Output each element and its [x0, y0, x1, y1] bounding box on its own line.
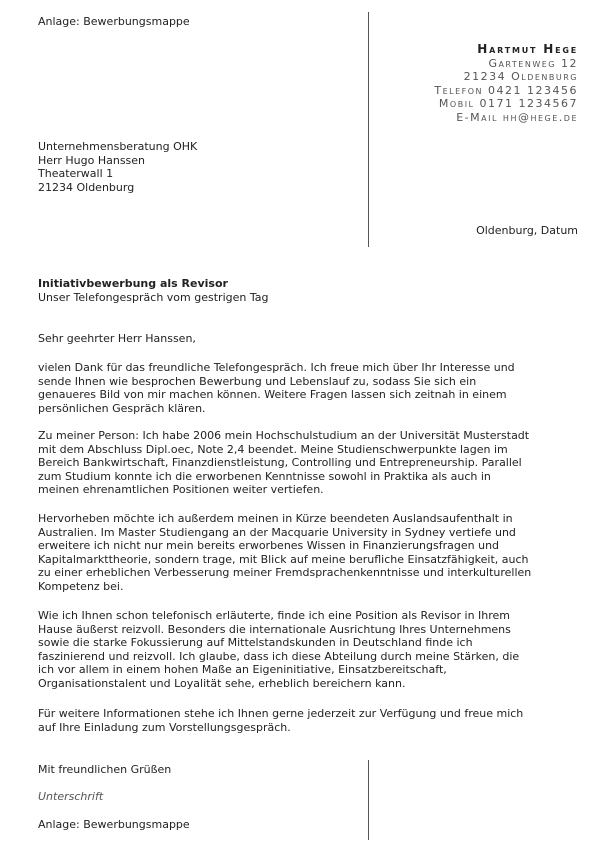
- subject-reference: Unser Telefongespräch vom gestrigen Tag: [38, 290, 269, 304]
- paragraph-line: persönlichen Gespräch klären.: [38, 401, 206, 415]
- paragraph-line: meinen ehrenamtlichen Positionen weiter vertiefen.: [38, 483, 324, 496]
- paragraph-line: Zu meiner Person: Ich habe 2006 mein Hochschulstudium an der Universität Musterstadt: [38, 429, 530, 442]
- paragraph-line: mit dem Abschluss Dipl.oec, Note 2,4 beendet. Meine Studienschwerpunkte lagen im: [38, 442, 508, 456]
- paragraph-line: sende Ihnen wie besprochen Bewerbung und Lebenslauf zu, sodass Sie sich ein: [38, 374, 477, 388]
- sender-phone: Telefon 0421 123456: [434, 83, 578, 97]
- closing: Mit freundlichen Grüßen: [38, 763, 172, 776]
- paragraph-line: Hause äußerst reizvoll. Besonders die internationale Ausrichtung Ihres Unternehmens: [38, 622, 511, 636]
- subject-title: Initiativbewerbung als Revisor: [38, 277, 228, 290]
- recipient-person: Herr Hugo Hanssen: [38, 153, 146, 167]
- paragraph-line: zu einer erheblichen Verbesserung meiner Fremdsprachenkenntnisse und interkulturellen: [38, 566, 532, 579]
- body-paragraph-3: [38, 512, 568, 593]
- paragraph-line: Kompetenz bei.: [38, 579, 124, 593]
- bottom-divider-line: [368, 760, 369, 840]
- paragraph-line: auf Ihre Einladung zum Vorstellungsgespräch.: [38, 720, 291, 734]
- paragraph-line: Bereich Bankwirtschaft, Finanzdienstleistung, Controlling und Entrepreneurship. Parallel: [38, 456, 522, 469]
- date-line: Oldenburg, Datum: [476, 224, 578, 237]
- subject-block: [38, 277, 268, 304]
- paragraph-line: Wie ich Ihnen schon telefonisch erläuterte, finde ich eine Position als Revisor in Ihrem: [38, 609, 511, 622]
- body-paragraph-4: [38, 609, 568, 690]
- paragraph-line: faszinierend und reizvoll. Ich glaube, dass ich diese Abteilung durch meine Stärken, die: [38, 649, 520, 663]
- paragraph-line: genaueres Bild von mir machen können. Weitere Fragen lassen sich zeitnah in einem: [38, 388, 507, 401]
- footer-attachment: Anlage: Bewerbungsmappe: [38, 818, 190, 831]
- body-paragraph-5: [38, 707, 568, 734]
- sender-mobile: Mobil 0171 1234567: [438, 97, 578, 111]
- paragraph-line: Organisationstalent und Loyalität sehe, erheblich bereichern kann.: [38, 676, 406, 690]
- sender-name: Hartmut Hege: [477, 42, 578, 56]
- sender-email: E-Mail hh@hege.de: [456, 110, 578, 124]
- paragraph-line: ich vor allem in einem hohen Maße an Eigeninitiative, Einsatzbereitschaft,: [38, 663, 447, 676]
- recipient-company: Unternehmensberatung OHK: [38, 140, 198, 153]
- paragraph-line: Hervorheben möchte ich außerdem meinen in Kürze beendeten Auslandsaufenthalt in: [38, 512, 513, 525]
- top-divider-line: [368, 12, 369, 247]
- recipient-address: [38, 140, 197, 194]
- recipient-city: 21234 Oldenburg: [38, 180, 135, 194]
- salutation: Sehr geehrter Herr Hanssen,: [38, 332, 196, 345]
- header-attachment: Anlage: Bewerbungsmappe: [38, 15, 190, 28]
- sender-city: 21234 Oldenburg: [463, 70, 578, 84]
- sender-block: [434, 42, 578, 124]
- paragraph-line: Australien. Im Master Studiengang an der Macquarie University in Sydney vertiefe und: [38, 525, 516, 539]
- paragraph-line: zum Studium konnte ich die erworbenen Kenntnisse sowohl in Praktika als auch in: [38, 469, 491, 483]
- recipient-street: Theaterwall 1: [38, 167, 114, 180]
- signature: Unterschrift: [38, 790, 104, 803]
- paragraph-line: Kapitalmarkttheorie, sondern trage, mit Blick auf meine berufliche Einsatzfähigkeit, auch: [38, 552, 529, 566]
- paragraph-line: sowie die starke Fokussierung auf Mittelstandskunden in Deutschland finde ich: [38, 636, 473, 649]
- sender-street: Gartenweg 12: [488, 57, 578, 70]
- body-paragraph-1: [38, 361, 568, 415]
- paragraph-line: erweitere ich nicht nur mein bereits erworbenes Wissen in Finanzierungsfragen und: [38, 539, 500, 552]
- body-paragraph-2: [38, 429, 568, 497]
- paragraph-line: vielen Dank für das freundliche Telefongespräch. Ich freue mich über Ihr Interesse und: [38, 361, 515, 374]
- paragraph-line: Für weitere Informationen stehe ich Ihnen gerne jederzeit zur Verfügung und freue mich: [38, 707, 524, 720]
